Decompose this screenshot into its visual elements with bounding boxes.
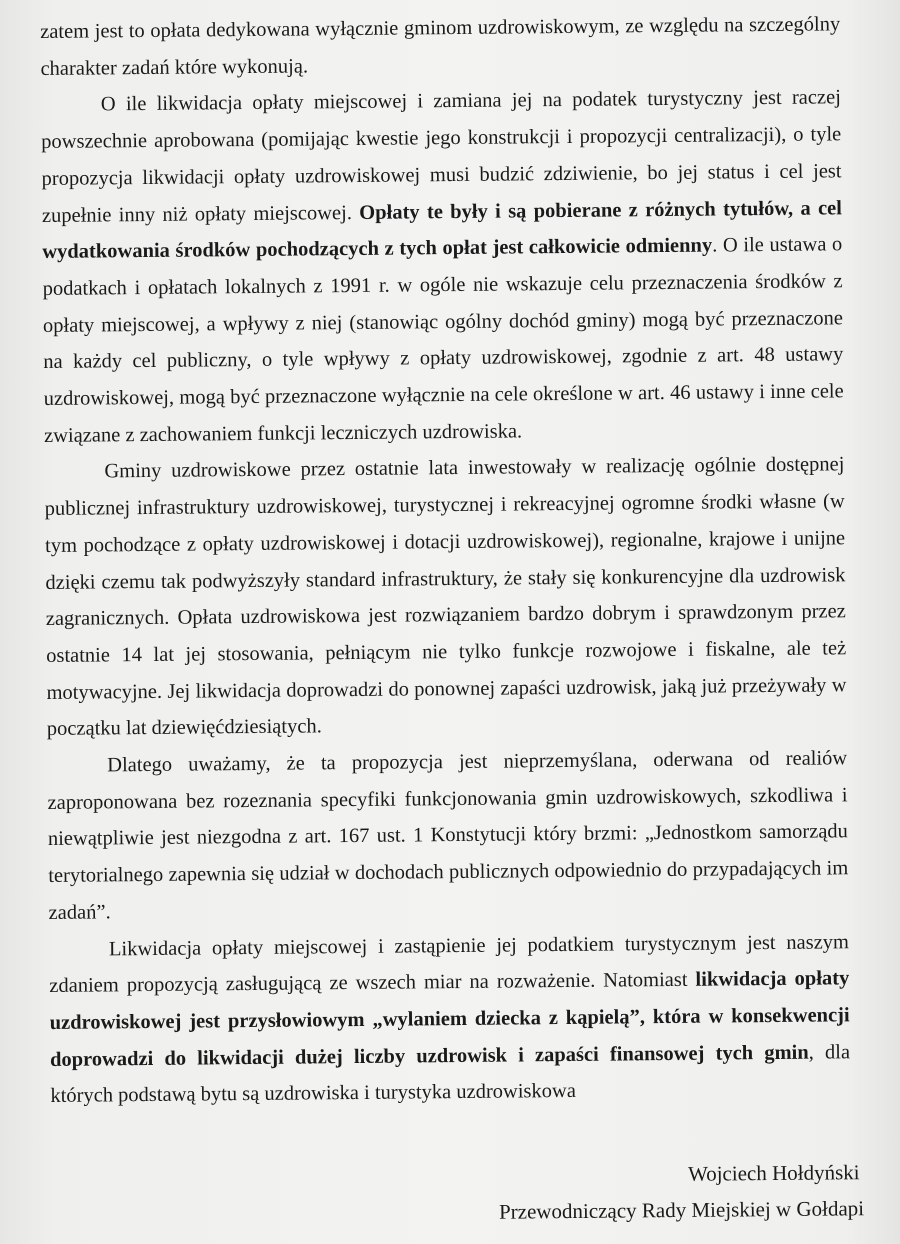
paragraph-5-bold: likwidacja opłaty uzdrowiskowej jest przysłowiowym „wylaniem dziecka z kąpielą”, która w konsekwencji doprowadzi do likwidacji dużej liczby uzdrowisk i zapaści finansowej tych gmin [49,967,850,1071]
paragraph-3-text: Gminy uzdrowiskowe przez ostatnie lata inwestowały w realizację ogólnie dostępnej publicznej infrastruktury uzdrowiskowej, turystycznej i rekreacyjnej ogromne środki własne (w tym pochodzące z opłaty uzdrowiskowej i dotacji uzdrowiskowej), regionalne, krajowe i unijne dzięki czemu tak podwyższyły standard infrastruktury, że stały się konkurencyjne dla uzdrowisk zagranicznych. Opłata uzdrowiskowa jest rozwiązaniem bardzo dobrym i sprawdzonym przez ostatnie 14 lat jej stosowania, pełniącym nie tylko funkcje rozwojowe i fiskalne, ale też motywacyjne. Jej likwidacja doprowadzi do ponownej zapaści uzdrowisk, jaką już przeżywały w początku lat dziewięćdziesiątych. [44,453,847,741]
paragraph-5-text-b: , dla których podstawą bytu są uzdrowiska i turystyka uzdrowiskowa [50,1040,851,1108]
signature-name: Wojciech Hołdyński [688,1160,861,1186]
paragraph-2 [41,80,844,455]
paragraph-4 [47,740,849,931]
paragraph-2-bold: Opłaty te były i są pobierane z różnych tytułów, a cel wydatkowania środków pochodzących z tych opłat jest całkowicie odmienny [42,196,843,264]
paragraph-2-text-a: O ile likwidacja opłaty miejscowej i zamiana jej na podatek turystyczny jest raczej powszechnie aprobowana (pomijając kwestie jego konstrukcji i propozycji centralizacji), o tyle propozycja likwidacji opłaty uzdrowiskowej musi budzić zdziwienie, bo jej status i cel jest zupełnie inny niż opłaty miejscowej. [41,86,842,227]
document-body [40,6,851,1115]
paragraph-1 [40,6,841,87]
paragraph-4-text: Dlatego uważamy, że ta propozycja jest nieprzemyślana, oderwana od realiów zaproponowana bez rozeznania specyfiki funkcjonowania gmin uzdrowiskowych, szkodliwa i niewątpliwie jest niezgodna z art. 167 ust. 1 Konstytucji który brzmi: „Jednostkom samorządu terytorialnego zapewnia się udział w dochodach publicznych odpowiednio do przypadających im zadań”. [47,747,849,924]
paragraph-3 [44,447,847,748]
paragraph-2-text-b: . O ile ustawa o podatkach i opłatach lokalnych z 1991 r. w ogóle nie wskazuje celu przeznaczenia środków z opłaty miejscowej, a wpływy z niej (stanowiąc ogólny dochód gminy) mogą być przeznaczone na każdy cel publiczny, o tyle wpływy z opłaty uzdrowiskowej, zgodnie z art. 48 ustawy uzdrowiskowej, mogą być przeznaczone wyłącznie na cele określone w art. 46 ustawy i inne cele związane z zachowaniem funkcji leczniczych uzdrowiska. [42,233,844,447]
paragraph-1-text: zatem jest to opłata dedykowana wyłącznie gminom uzdrowiskowym, ze względu na szczególny charakter zadań które wykonują. [40,13,841,80]
paragraph-5 [49,924,851,1115]
paragraph-5-text-a: Likwidacja opłaty miejscowej i zastąpienie jej podatkiem turystycznym jest naszym zdaniem propozycją zasługującą ze wszech miar na rozważenie. Natomiast [49,930,850,998]
signature-role: Przewodniczący Rady Miejskiej w Gołdapi [498,1196,865,1224]
